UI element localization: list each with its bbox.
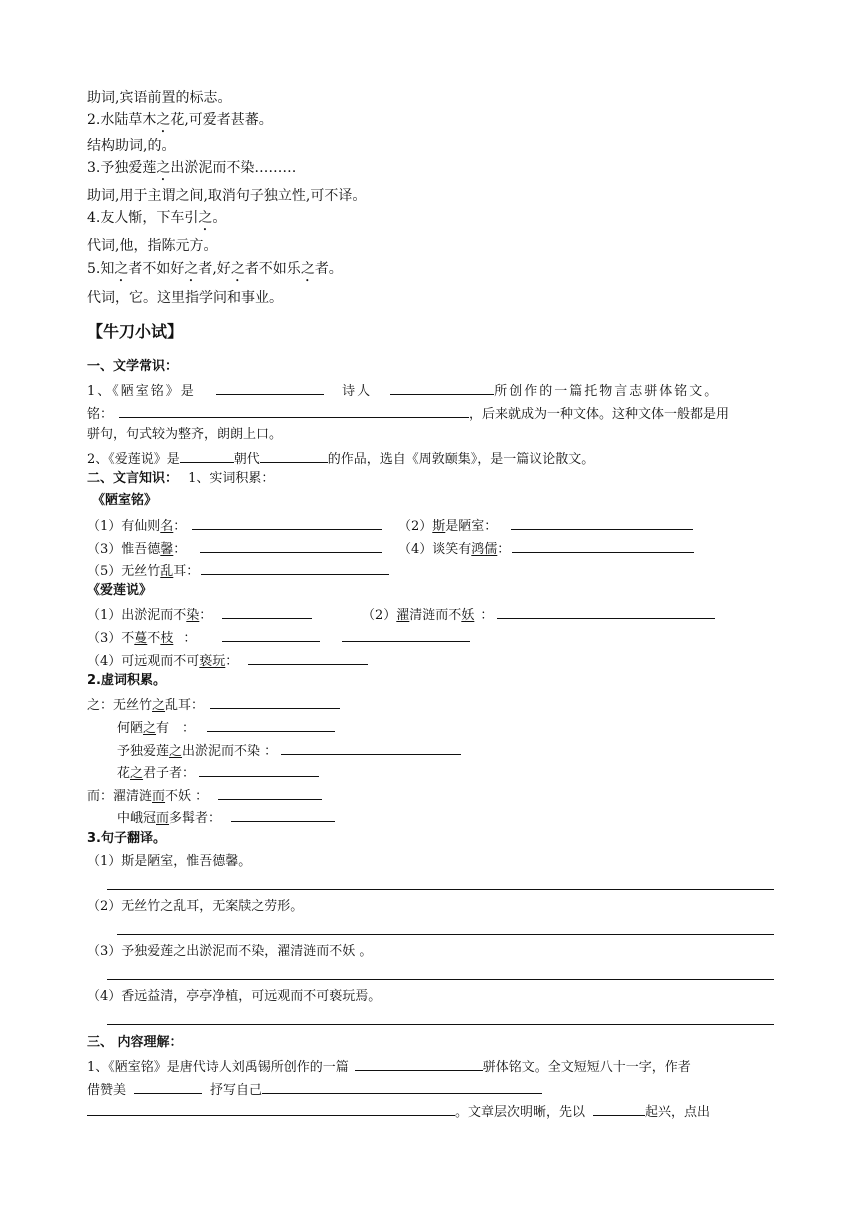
example-line: 结构助词,的。 <box>87 138 176 154</box>
content-question-1: 1、《陋室铭》是唐代诗人刘禹锡所创作的一篇 骈体铭文。全文短短八十一字，作者 <box>87 1055 691 1078</box>
answer-blank[interactable] <box>511 514 693 530</box>
item-a3: （3）惟吾德馨： <box>87 537 382 560</box>
section-heading: 二、文言知识： 1、实词积累： <box>87 471 275 486</box>
answer-blank[interactable] <box>231 806 335 822</box>
answer-blank[interactable] <box>216 379 324 395</box>
answer-blank[interactable] <box>260 447 328 463</box>
subheading-xuci: 2.虚词积累。 <box>87 673 166 688</box>
item-e2: 中峨冠而多髯者： <box>117 806 335 829</box>
content-question-1-cont: 借赞美 抒写自己 <box>87 1078 542 1101</box>
item-a1: （1）有仙则名： <box>87 514 382 537</box>
question-2: 2、《爱莲说》是 朝代 的作品，选自《周敦颐集》，是一篇议论散文。 <box>87 447 594 470</box>
answer-blank[interactable] <box>210 693 340 709</box>
answer-line[interactable] <box>117 934 774 935</box>
answer-blank[interactable] <box>200 537 382 553</box>
answer-blank[interactable] <box>218 784 322 800</box>
section-heading: 三、 内容理解： <box>87 1035 183 1050</box>
item-b3: （3）不蔓不枝 ： <box>87 626 470 649</box>
example-line: 助词,宾语前置的标志。 <box>87 90 232 106</box>
answer-blank[interactable] <box>180 447 234 463</box>
item-z2: 何陋之有 ： <box>117 716 335 739</box>
example-sentence: 4.友人惭，下车引之。 <box>87 210 227 226</box>
answer-blank[interactable] <box>512 537 694 553</box>
item-a4: （4）谈笑有鸿儒： <box>398 537 694 560</box>
example-line: 助词,用于主谓之间,取消句子独立性,可不译。 <box>87 188 367 204</box>
item-b2: （2）濯清涟而不妖 ： <box>362 603 715 626</box>
answer-line[interactable] <box>107 979 774 980</box>
example-sentence: 3.予独爱莲之出淤泥而不染……… <box>87 160 297 176</box>
example-line: 代词，它。这里指学问和事业。 <box>87 290 283 306</box>
section-title: 【牛刀小试】 <box>87 322 184 341</box>
answer-blank[interactable] <box>134 1078 202 1094</box>
answer-blank[interactable] <box>192 514 382 530</box>
answer-blank[interactable] <box>222 626 320 642</box>
section-heading: 一、文学常识： <box>87 359 179 374</box>
translate-2: （2）无丝竹之乱耳，无案牍之劳形。 <box>87 899 304 914</box>
item-z3: 予独爱莲之出淤泥而不染 ： <box>117 739 461 762</box>
item-a2: （2）斯是陋室： <box>398 514 693 537</box>
answer-blank[interactable] <box>593 1100 645 1116</box>
answer-line[interactable] <box>107 1024 774 1025</box>
item-z1: 之：无丝竹之乱耳： <box>87 693 340 716</box>
answer-blank[interactable] <box>497 603 715 619</box>
answer-blank[interactable] <box>281 739 461 755</box>
question-1-cont: 铭： ，后来就成为一种文体。这种文体一般都是用 <box>87 402 729 425</box>
answer-blank[interactable] <box>248 649 368 665</box>
answer-line[interactable] <box>107 889 774 890</box>
item-z4: 花之君子者： <box>117 761 319 784</box>
question-1-cont: 骈句，句式较为整齐，朗朗上口。 <box>87 427 283 442</box>
answer-blank[interactable] <box>207 716 335 732</box>
item-a5: （5）无丝竹乱耳： <box>87 559 389 582</box>
answer-blank[interactable] <box>355 1055 483 1071</box>
subheading-lsm: 《陋室铭》 <box>92 493 158 508</box>
item-b1: （1）出淤泥而不染： <box>87 603 312 626</box>
example-sentence: 2.水陆草木之花,可爱者甚蕃。 <box>87 112 273 128</box>
example-line: 代词,他，指陈元方。 <box>87 238 218 254</box>
answer-blank[interactable] <box>262 1078 542 1094</box>
answer-blank[interactable] <box>222 603 312 619</box>
answer-blank[interactable] <box>119 402 469 418</box>
question-1: 1、《陋室铭》是 诗人 所创作的一篇托物言志骈体铭文。 <box>87 379 719 402</box>
subheading-als: 《爱莲说》 <box>87 583 153 598</box>
translate-3: （3）予独爱莲之出淤泥而不染，濯清涟而不妖 。 <box>87 944 373 959</box>
content-question-1-cont: 。文章层次明晰，先以 起兴，点出 <box>87 1100 710 1123</box>
subheading-translate: 3.句子翻译。 <box>87 831 166 846</box>
answer-blank[interactable] <box>199 761 319 777</box>
answer-blank[interactable] <box>390 379 494 395</box>
item-e1: 而：濯清涟而不妖 ： <box>87 784 322 807</box>
answer-blank[interactable] <box>342 626 470 642</box>
answer-blank[interactable] <box>201 559 389 575</box>
example-sentence: 5.知之者不如好之者,好之者不如乐之者。 <box>87 261 343 277</box>
answer-blank[interactable] <box>87 1100 455 1116</box>
item-b4: （4）可远观而不可亵玩： <box>87 649 368 672</box>
translate-1: （1）斯是陋室，惟吾德馨。 <box>87 854 252 869</box>
translate-4: （4）香远益清，亭亭净植，可远观而不可亵玩焉。 <box>87 989 382 1004</box>
